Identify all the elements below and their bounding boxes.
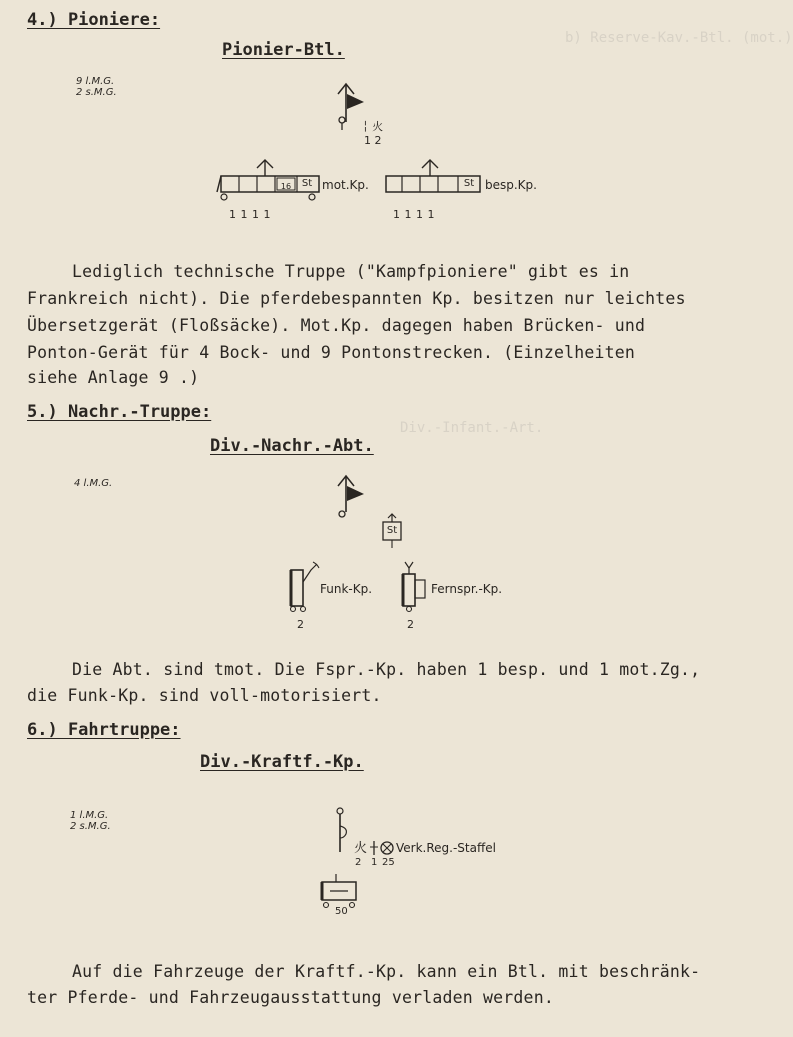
section-4-paragraph-line: siehe Anlage 9 .) (27, 368, 200, 387)
horse-drawn-company-label: besp.Kp. (485, 178, 537, 192)
traffic-regulation-label: Verk.Reg.-Staffel (396, 841, 496, 855)
section-4-subheading: Pionier-Btl. (222, 40, 345, 60)
svg-text:╎ 火: ╎ 火 (362, 120, 384, 133)
horse-drawn-company-numbers: 1 1 1 1 (393, 208, 435, 221)
horse-drawn-company-st-label: St (463, 178, 475, 189)
section-4-paragraph-line: Übersetzgerät (Floßsäcke). Mot.Kp. dagegen haben Brücken- und (27, 316, 646, 335)
section-5-weapons-note: 4 l.M.G. (74, 478, 113, 489)
mot-company-label: mot.Kp. (322, 178, 369, 192)
bleed-through-text: b) Reserve-Kav.-Btl. (mot.) (565, 30, 793, 46)
staffel-number: 2 (355, 857, 362, 868)
section-6-heading: 6.) Fahrtruppe: (27, 720, 181, 740)
section-4-heading: 4.) Pioniere: (27, 10, 161, 30)
mot-company-numbers: 1 1 1 1 (229, 208, 271, 221)
hq-numbers: 1 2 (364, 134, 382, 147)
bleed-through-text: Div.-Infant.-Art. (400, 420, 544, 436)
section-6-subheading: Div.-Kraftf.-Kp. (200, 752, 364, 772)
vehicle-number: 50 (335, 906, 348, 917)
section-5-paragraph-line: Die Abt. sind tmot. Die Fspr.-Kp. haben 1 besp. und 1 mot.Zg., (72, 660, 701, 679)
telephone-company-number: 2 (407, 618, 414, 631)
radio-company-icon (283, 560, 323, 612)
staff-box-label: St (386, 525, 398, 536)
staffel-number: 25 (382, 857, 395, 868)
battalion-hq-flag-icon (330, 78, 390, 138)
section-5-heading: 5.) Nachr.-Truppe: (27, 402, 212, 422)
mot-company-inner-number: 16 (280, 182, 292, 191)
section-4-weapons-note: 9 l.M.G. 2 s.M.G. (76, 76, 117, 98)
mot-company-st-label: St (301, 178, 313, 189)
telephone-company-label: Fernspr.-Kp. (431, 582, 503, 596)
section-5-subheading: Div.-Nachr.-Abt. (210, 436, 374, 456)
staffel-number: 1 (371, 857, 378, 868)
section-6-paragraph-line: ter Pferde- und Fahrzeugausstattung verladen werden. (27, 988, 554, 1007)
section-4-paragraph-line: Lediglich technische Truppe ("Kampfpioniere" gibt es in (72, 262, 630, 281)
section-4-paragraph-line: Frankreich nicht). Die pferdebespannten Kp. besitzen nur leichtes (27, 289, 686, 308)
radio-company-label: Funk-Kp. (320, 582, 373, 596)
transport-hq-pennant-icon (330, 806, 354, 856)
section-4-paragraph-line: Ponton-Gerät für 4 Bock- und 9 Pontonstrecken. (Einzelheiten (27, 343, 636, 362)
svg-text:火: 火 (354, 841, 368, 856)
section-5-paragraph-line: die Funk-Kp. sind voll-motorisiert. (27, 686, 382, 705)
section-6-weapons-note: 1 l.M.G. 2 s.M.G. (70, 810, 111, 832)
section-6-paragraph-line: Auf die Fahrzeuge der Kraftf.-Kp. kann ein Btl. mit beschränk- (72, 962, 701, 981)
radio-company-number: 2 (297, 618, 304, 631)
telephone-company-icon (395, 560, 435, 612)
